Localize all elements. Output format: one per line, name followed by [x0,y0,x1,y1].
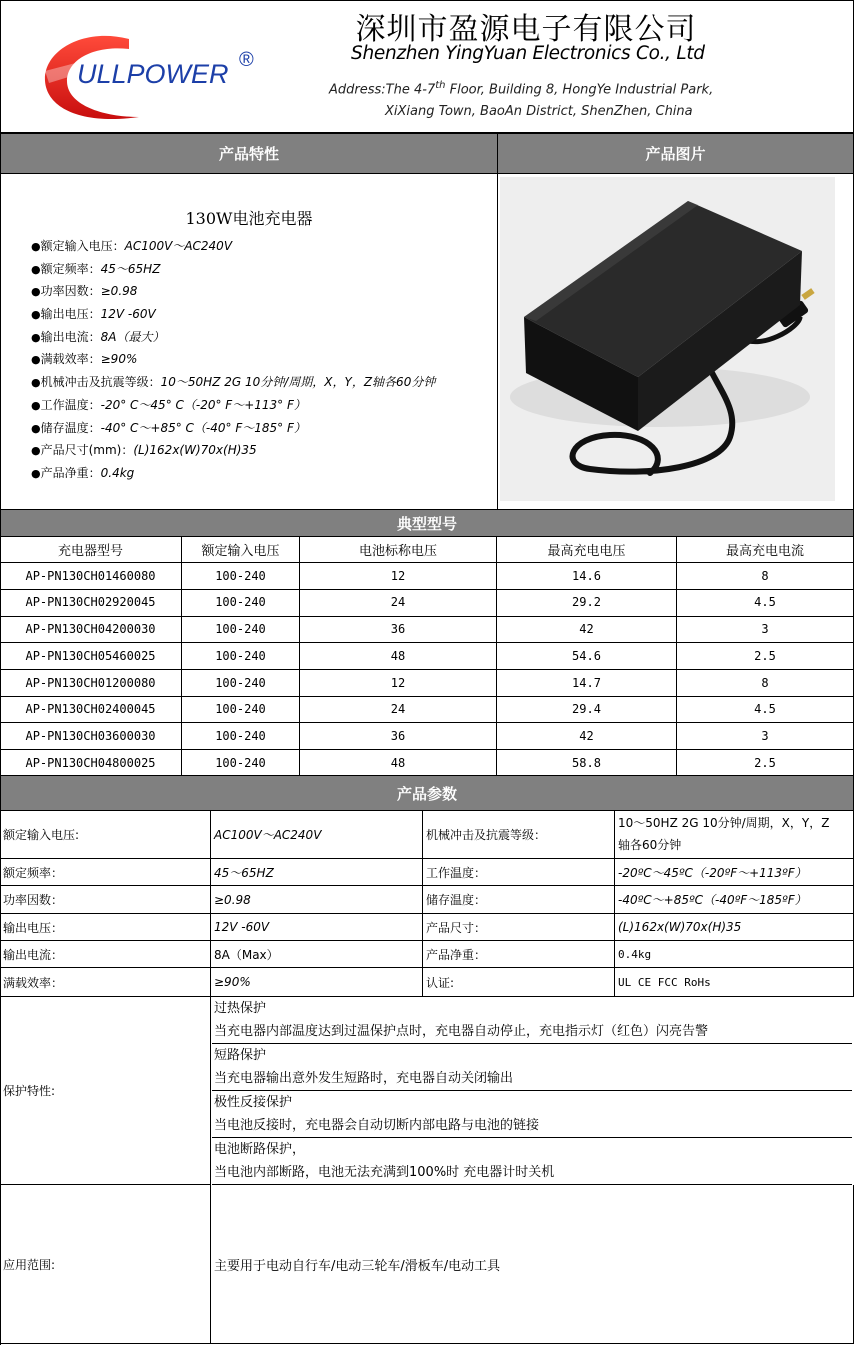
param-label: 额定输入电压: [0,810,211,859]
feature-value: AC100V～AC240V [124,239,233,253]
models-cell: 36 [300,723,497,750]
models-header: 典型型号 [0,509,854,537]
bullet-icon: ● [31,444,41,458]
models-cell: AP-PN130CH01200080 [0,670,182,697]
param-label: 机械冲击及抗震等级： [423,810,615,859]
models-cell: AP-PN130CH02920045 [0,589,182,616]
logo-registered-mark: ® [239,49,254,71]
bullet-icon: ● [31,466,41,480]
param-value: (L)162x(W)70x(H)35 [615,914,854,941]
feature-item [31,258,497,281]
models-cell: 100-240 [182,563,300,590]
models-cell: 24 [300,589,497,616]
bullet-icon: ● [31,421,41,435]
models-cell: 3 [677,616,854,643]
bullet-icon: ● [31,330,41,344]
param-label: 功率因数： [0,886,211,914]
models-cell: 4.5 [677,589,854,616]
models-cell: 12 [300,563,497,590]
bullet-icon: ● [31,308,41,322]
feature-value: (L)162x(W)70x(H)35 [133,443,257,458]
protection-item [212,1091,852,1138]
company-logo [43,31,283,123]
bullet-icon: ● [31,353,41,367]
params-header: 产品参数 [0,775,854,811]
feature-item [31,394,497,417]
param-value: 45～65HZ [211,859,423,886]
param-value-line: 轴各60分钟 [618,838,682,852]
param-value: ≥90% [211,968,423,997]
models-cell: 24 [300,696,497,723]
protection-desc: 当充电器内部温度达到过温保护点时，充电器自动停止，充电指示灯（红色）闪亮告警 [214,1024,709,1039]
feature-label: 额定输入电压： [40,239,125,253]
param-value: -40ºC～+85ºC（-40ºF～185ºF） [615,886,854,914]
models-cell: 100-240 [182,589,300,616]
protection-desc: 当电池反接时，充电器会自动切断内部电路与电池的链接 [214,1118,540,1133]
models-cell: 42 [497,616,677,643]
bullet-icon: ● [31,285,41,299]
feature-value: -20° C～45° C（-20° F～+113° F） [100,397,306,412]
models-cell: 100-240 [182,616,300,643]
param-label: 输出电压： [0,914,211,941]
models-cell: 14.7 [497,670,677,697]
feature-item [31,326,497,349]
protection-label: 保护特性: [0,997,211,1185]
feature-value: 45～65HZ [100,261,161,276]
param-label: 工作温度： [423,859,615,886]
bullet-icon: ● [31,240,41,253]
param-value: 0.4kg [615,941,854,968]
bullet-icon: ● [31,262,41,276]
models-cell: 58.8 [497,750,677,777]
models-cell: 54.6 [497,643,677,670]
models-column-header: 最高充电电压 [497,536,677,563]
models-table [0,536,854,776]
protection-item [212,997,852,1044]
param-label: 产品尺寸： [423,914,615,941]
feature-label: 储存温度： [40,420,101,435]
models-cell: 100-240 [182,750,300,777]
bullet-icon: ● [31,398,41,412]
features-header: 产品特性 [0,133,498,174]
feature-label: 机械冲击及抗震等级： [40,375,161,390]
models-cell: AP-PN130CH05460025 [0,643,182,670]
feature-label: 工作温度： [40,397,101,412]
param-value-line: 10～50HZ 2G 10分钟/周期，X，Y，Z [618,816,830,830]
models-cell: 29.2 [497,589,677,616]
models-cell: 48 [300,750,497,777]
models-cell: AP-PN130CH04200030 [0,616,182,643]
logo-wordmark: ULLPOWER [77,59,229,89]
models-cell: 100-240 [182,643,300,670]
models-cell: AP-PN130CH01460080 [0,563,182,590]
features-panel [0,173,498,510]
feature-list [31,235,497,485]
models-cell: 4.5 [677,696,854,723]
company-name-en: Shenzhen YingYuan Electronics Co., Ltd [351,43,705,64]
protection-title: 极性反接保护 [214,1095,293,1110]
image-header: 产品图片 [497,133,854,174]
feature-label: 产品净重： [40,465,101,480]
feature-label: 输出电流： [40,329,101,344]
param-label: 输出电流： [0,941,211,968]
models-cell: 8 [677,563,854,590]
feature-value: 12V -60V [100,307,156,322]
feature-value: ≥0.98 [100,284,138,299]
feature-label: 额定频率： [40,261,101,276]
param-label: 满载效率： [0,968,211,997]
models-column-header: 充电器型号 [0,536,182,563]
models-cell: 29.4 [497,696,677,723]
params-table [0,810,854,1345]
feature-label: 输出电压： [40,307,101,322]
feature-label: 满载效率： [40,352,101,367]
models-cell: AP-PN130CH02400045 [0,696,182,723]
models-cell: 14.6 [497,563,677,590]
feature-value: 0.4kg [100,465,135,480]
param-label: 额定频率： [0,859,211,886]
page-header [0,0,854,133]
param-value [615,810,854,859]
application-value: 主要用于电动自行车/电动三轮车/滑板车/电动工具 [211,1185,854,1344]
models-column-header: 电池标称电压 [300,536,497,563]
protection-desc: 当充电器输出意外发生短路时，充电器自动关闭输出 [214,1071,514,1086]
models-column-header: 最高充电电流 [677,536,854,563]
feature-value: -40° C～+85° C（-40° F～185° F） [100,420,306,435]
protection-title: 电池断路保护， [214,1142,306,1157]
feature-item [31,439,497,462]
feature-value: ≥90% [100,352,138,367]
company-address: Address:The 4-7th Floor, Building 8, HongYe Industrial Park, XiXiang Town, BaoAn District, ShenZhen, China [329,80,714,120]
param-value: UL CE FCC RoHs [615,968,854,997]
company-name-cn: 深圳市盈源电子有限公司 [355,12,697,47]
models-cell: 100-240 [182,696,300,723]
param-label: 产品净重： [423,941,615,968]
models-cell: 36 [300,616,497,643]
models-column-header: 额定输入电压 [182,536,300,563]
param-value: ≥0.98 [211,886,423,914]
product-title: 130W电池充电器 [185,209,313,228]
param-value: 8A（Max） [211,941,423,968]
bullet-icon: ● [31,376,41,390]
product-photo [500,177,835,501]
protection-title: 过热保护 [214,1001,267,1016]
protection-desc: 当电池内部断路，电池无法充满到100%时 充电器计时关机 [214,1165,555,1180]
protection-item [212,1044,852,1091]
feature-item [31,280,497,303]
feature-item [31,417,497,440]
models-cell: AP-PN130CH04800025 [0,750,182,777]
param-value: 12V -60V [211,914,423,941]
models-cell: 12 [300,670,497,697]
feature-item [31,235,497,258]
models-cell: AP-PN130CH03600030 [0,723,182,750]
feature-item [31,348,497,371]
protection-item [212,1138,852,1185]
feature-value: 8A（最大） [100,329,165,344]
models-cell: 3 [677,723,854,750]
feature-label: 产品尺寸(mm)： [40,443,134,458]
models-cell: 2.5 [677,643,854,670]
feature-item [31,462,497,485]
param-label: 认证: [423,968,615,997]
models-cell: 42 [497,723,677,750]
param-label: 储存温度： [423,886,615,914]
feature-label: 功率因数： [40,284,101,299]
application-label: 应用范围: [0,1185,211,1344]
feature-item [31,303,497,326]
param-value: -20ºC～45ºC（-20ºF～+113ºF） [615,859,854,886]
models-cell: 8 [677,670,854,697]
models-cell: 2.5 [677,750,854,777]
models-cell: 100-240 [182,723,300,750]
models-cell: 48 [300,643,497,670]
feature-value: 10～50HZ 2G 10分钟/周期，X，Y，Z轴各60分钟 [160,375,436,390]
feature-item [31,371,497,394]
protection-title: 短路保护 [214,1048,267,1063]
models-cell: 100-240 [182,670,300,697]
param-value: AC100V～AC240V [211,810,423,859]
